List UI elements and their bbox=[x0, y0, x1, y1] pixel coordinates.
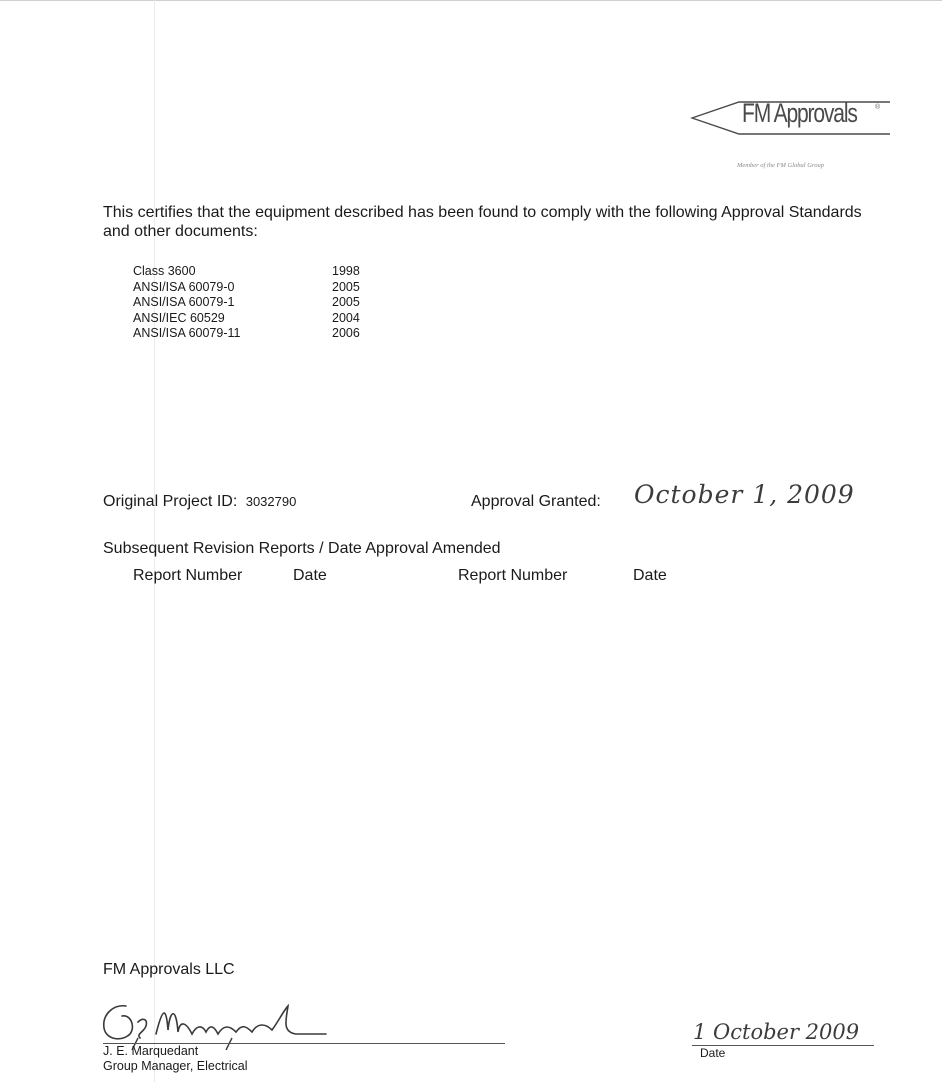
standard-name: Class 3600 bbox=[133, 264, 196, 278]
signatory-title: Group Manager, Electrical bbox=[103, 1059, 248, 1073]
project-id-label: Original Project ID: bbox=[103, 493, 238, 510]
revision-heading: Subsequent Revision Reports / Date Approval Amended bbox=[103, 540, 501, 557]
logo-tagline: Member of the FM Global Group bbox=[737, 162, 824, 169]
logo-registered-mark: ® bbox=[875, 104, 881, 111]
standard-year: 2004 bbox=[332, 310, 360, 325]
standard-row bbox=[133, 311, 392, 327]
approval-granted-label: Approval Granted: bbox=[471, 493, 601, 510]
standard-year: 2005 bbox=[332, 279, 360, 294]
original-project-id bbox=[103, 493, 296, 511]
approval-granted-date: October 1, 2009 bbox=[634, 480, 855, 509]
standard-year: 1998 bbox=[332, 264, 360, 278]
standard-name: ANSI/ISA 60079-11 bbox=[133, 326, 241, 340]
standard-row bbox=[133, 295, 392, 311]
standard-name: ANSI/IEC 60529 bbox=[133, 310, 225, 325]
certification-statement: This certifies that the equipment described has been found to comply with the following Approval Standards and other documents: bbox=[103, 204, 862, 240]
revision-col1-report-number: Report Number bbox=[133, 567, 243, 584]
fm-approvals-logo bbox=[690, 96, 890, 176]
revision-col2-date: Date bbox=[633, 567, 667, 584]
standard-year: 2006 bbox=[332, 326, 360, 340]
logo-brand-text: FM Approvals bbox=[742, 98, 857, 128]
standard-row bbox=[133, 264, 392, 280]
signatory-name: J. E. Marquedant bbox=[103, 1044, 199, 1058]
page-top-border bbox=[0, 0, 942, 1]
revision-col2-report-number: Report Number bbox=[458, 567, 568, 584]
standards-list bbox=[133, 264, 392, 342]
company-name: FM Approvals LLC bbox=[103, 961, 235, 978]
date-label: Date bbox=[700, 1046, 726, 1060]
standard-row bbox=[133, 280, 392, 296]
signed-date-handwritten: 1 October 2009 bbox=[693, 1020, 860, 1044]
project-id-value: 3032790 bbox=[245, 494, 297, 509]
standard-year: 2005 bbox=[332, 295, 360, 309]
standard-name: ANSI/ISA 60079-0 bbox=[133, 279, 235, 294]
standard-row bbox=[133, 326, 392, 342]
standard-name: ANSI/ISA 60079-1 bbox=[133, 295, 235, 309]
revision-col1-date: Date bbox=[293, 567, 327, 584]
